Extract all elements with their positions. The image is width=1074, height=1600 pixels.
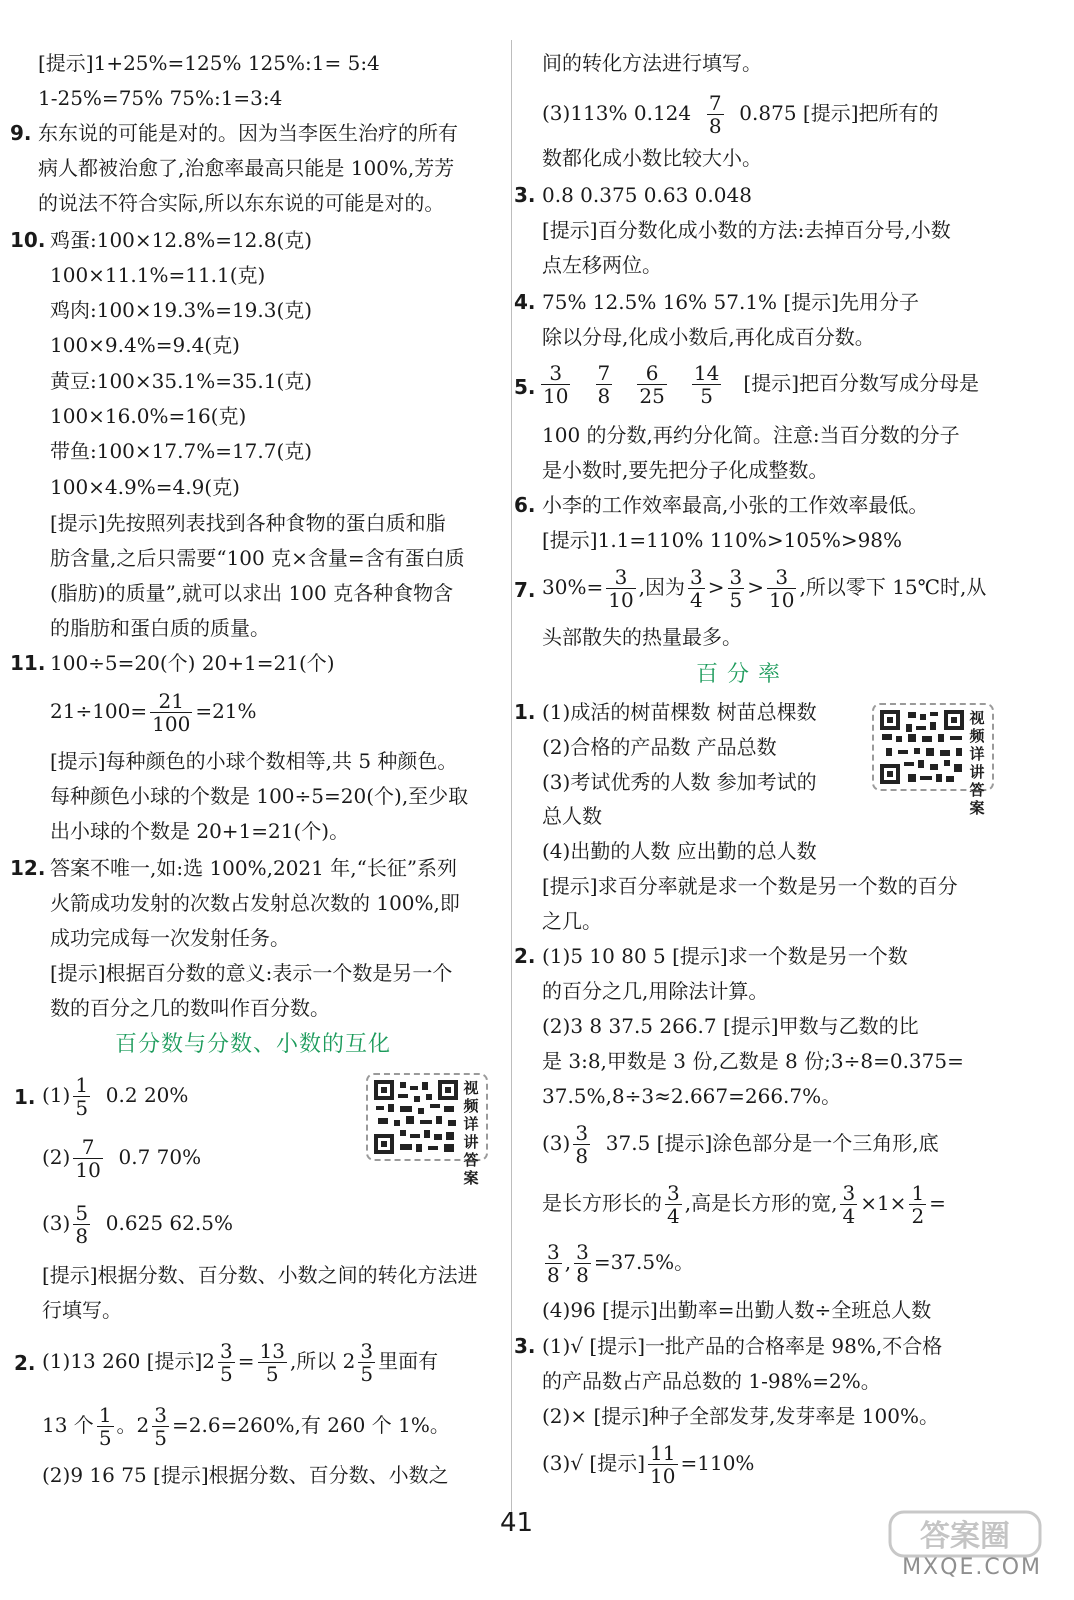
text-line: 病人都被治愈了,治愈率最高只能是 100%,芳芳 <box>38 156 455 180</box>
text-line: 75% 12.5% 16% 57.1% [提示]先用分子 <box>542 290 920 314</box>
text-line-with-fraction <box>42 1340 438 1385</box>
denominator: 5 <box>360 1362 374 1386</box>
fraction <box>692 362 721 407</box>
text: 37.5 [提示]涂色部分是一个三角形,底 <box>605 1131 939 1155</box>
numerator: 3 <box>842 1181 856 1205</box>
denominator: 4 <box>690 588 703 612</box>
text: =110% <box>680 1451 755 1475</box>
text: 是长方形长的 <box>542 1191 662 1215</box>
text-line: (1)成活的树苗棵数 树苗总棵数 <box>542 700 817 724</box>
text-line: 答案不唯一,如:选 100%,2021 年,“长征”系列 <box>50 856 458 880</box>
text: 0.875 [提示]把所有的 <box>739 101 939 125</box>
numerator: 3 <box>541 362 570 385</box>
text-line: 是小数时,要先把分子化成整数。 <box>542 458 829 482</box>
fraction <box>637 362 666 407</box>
text-line: 数的百分之几的数叫作百分数。 <box>50 996 330 1020</box>
text-line: [提示]求百分率就是求一个数是另一个数的百分 <box>542 874 958 898</box>
text-line: 1-25%=75% 75%:1=3:4 <box>38 86 283 110</box>
text: =2.6=260%,有 260 个 1%。 <box>172 1413 450 1437</box>
denominator: 4 <box>667 1204 680 1228</box>
text: (1)13 260 [提示]2 <box>42 1349 215 1373</box>
text: ,所以零下 15℃时,从 <box>799 575 987 599</box>
fraction <box>358 1340 375 1385</box>
text-line: 火箭成功发射的次数占发射总次数的 100%,即 <box>50 891 460 915</box>
text: 0.7 70% <box>118 1145 202 1169</box>
fraction <box>840 1182 857 1227</box>
denominator: 8 <box>708 114 722 138</box>
text-line: (脂肪)的质量”,就可以求出 100 克各种食物含 <box>50 581 454 605</box>
numerator: 3 <box>767 566 796 589</box>
fraction <box>152 1404 169 1449</box>
denominator: 5 <box>98 1426 112 1450</box>
question-number: 11. <box>10 651 46 675</box>
question-number: 2. <box>514 944 536 968</box>
page-number: 41 <box>500 1508 534 1538</box>
text-line: 之几。 <box>542 909 602 933</box>
fraction <box>150 690 192 735</box>
question-number: 4. <box>514 290 536 314</box>
text-line: 小李的工作效率最高,小张的工作效率最低。 <box>542 493 929 517</box>
numerator: 3 <box>667 1181 680 1205</box>
fraction <box>258 1340 287 1385</box>
denominator: 10 <box>650 1464 676 1488</box>
fraction <box>73 1074 90 1119</box>
qr-code[interactable] <box>366 1073 488 1187</box>
denominator: 5 <box>154 1426 168 1450</box>
denominator: 8 <box>576 1263 589 1287</box>
text-line: [提示]1+25%=125% 125%:1= 5:4 <box>38 51 380 75</box>
text-line: 行填写。 <box>42 1298 122 1322</box>
fraction <box>665 1182 682 1227</box>
text-line: [提示]根据分数、百分数、小数之间的转化方法进 <box>42 1263 478 1287</box>
question-number: 7. <box>514 578 536 602</box>
question-number: 2. <box>14 1351 36 1375</box>
text-line-with-fraction <box>542 1241 694 1286</box>
text-line: 每种颜色小球的个数是 100÷5=20(个),至少取 <box>50 784 469 808</box>
text-line-with-fraction <box>42 1404 450 1449</box>
fraction <box>728 566 745 611</box>
denominator: 5 <box>729 588 743 612</box>
text: 0.625 62.5% <box>105 1211 233 1235</box>
text: ×1× <box>860 1191 907 1215</box>
text-line-with-fraction <box>542 1442 754 1487</box>
numerator: 11 <box>650 1441 676 1465</box>
text-line: 头部散失的热量最多。 <box>542 625 742 649</box>
numerator: 13 <box>259 1339 285 1363</box>
text: (3)113% 0.124 <box>542 101 692 125</box>
numerator: 7 <box>73 1136 102 1159</box>
text-line: (1)√ [提示]一批产品的合格率是 98%,不合格 <box>542 1334 943 1358</box>
text: ,所以 2 <box>289 1349 356 1373</box>
fraction <box>73 1136 102 1181</box>
text-line-with-fraction <box>542 566 986 611</box>
text-line-with-fraction <box>42 1074 188 1119</box>
numerator: 3 <box>547 1240 560 1264</box>
fraction <box>541 362 570 407</box>
text: (1) <box>42 1083 71 1107</box>
text-line: 带鱼:100×17.7%=17.7(克) <box>50 439 313 463</box>
fraction <box>648 1442 677 1487</box>
text-line: 的说法不符合实际,所以东东说的可能是对的。 <box>38 191 445 215</box>
text-line: 间的转化方法进行填写。 <box>542 51 762 75</box>
fraction <box>574 1241 591 1286</box>
numerator: 3 <box>690 565 703 589</box>
numerator: 5 <box>75 1201 89 1225</box>
text-line: 0.8 0.375 0.63 0.048 <box>542 183 752 207</box>
text-line-with-fraction <box>538 362 979 407</box>
text: [提示]把百分数写成分母是 <box>743 371 980 395</box>
denominator: 5 <box>75 1096 89 1120</box>
numerator: 14 <box>693 361 720 385</box>
text-line: (2)× [提示]种子全部发芽,发芽率是 100%。 <box>542 1404 939 1428</box>
question-number: 9. <box>10 121 32 145</box>
text: 21÷100= <box>50 699 148 723</box>
denominator: 10 <box>769 588 795 612</box>
numerator: 1 <box>75 1073 89 1097</box>
question-number: 6. <box>514 493 536 517</box>
text: (3)√ [提示] <box>542 1451 646 1475</box>
denominator: 5 <box>220 1362 233 1386</box>
text: = <box>237 1349 255 1373</box>
text-line: 总人数 <box>542 804 602 828</box>
question-number: 1. <box>514 700 536 724</box>
text-line: (1)5 10 80 5 [提示]求一个数是另一个数 <box>542 944 908 968</box>
denominator: 5 <box>700 384 713 408</box>
fraction <box>909 1182 926 1227</box>
text-line: 37.5%,8÷3≈2.667=266.7%。 <box>542 1084 842 1108</box>
text-line: 100 的分数,再约分化简。注意:当百分数的分子 <box>542 423 960 447</box>
text: ,高是长方形的宽, <box>684 1191 838 1215</box>
text: (3) <box>542 1131 571 1155</box>
numerator: 3 <box>606 566 635 589</box>
numerator: 6 <box>637 362 666 385</box>
text-line: 100×9.4%=9.4(克) <box>50 333 240 357</box>
denominator: 25 <box>639 384 665 408</box>
qr-caption: 视频详讲答案 <box>969 709 985 817</box>
text: , <box>564 1250 572 1274</box>
text-line: 数都化成小数比较大小。 <box>542 146 762 170</box>
text: =21% <box>195 699 257 723</box>
text: 0.2 20% <box>105 1083 189 1107</box>
fraction <box>596 362 613 407</box>
denominator: 10 <box>608 588 634 612</box>
text-line: (2)合格的产品数 产品总数 <box>542 735 777 759</box>
text-line: 是 3:8,甲数是 3 份,乙数是 8 份;3÷8=0.375= <box>542 1049 964 1073</box>
text-line: (2)3 8 37.5 266.7 [提示]甲数与乙数的比 <box>542 1014 919 1038</box>
section-heading: 百 分 率 <box>696 662 781 687</box>
numerator: 3 <box>576 1240 589 1264</box>
text-line: 100×11.1%=11.1(克) <box>50 263 266 287</box>
numerator: 7 <box>708 91 722 115</box>
question-number: 10. <box>10 228 46 252</box>
question-number: 12. <box>10 856 46 880</box>
text-line-with-fraction <box>542 92 939 137</box>
denominator: 5 <box>265 1362 279 1386</box>
text: 30%= <box>542 575 604 599</box>
text-line: 成功完成每一次发射任务。 <box>50 926 290 950</box>
text: ,因为 <box>638 575 686 599</box>
text-line-with-fraction <box>542 1122 939 1167</box>
text-line: 除以分母,化成小数后,再化成百分数。 <box>542 325 875 349</box>
text-line: 黄豆:100×35.1%=35.1(克) <box>50 369 313 393</box>
text: > <box>707 575 725 599</box>
text-line: 东东说的可能是对的。因为当李医生治疗的所有 <box>38 121 458 145</box>
numerator: 3 <box>729 565 743 589</box>
fraction <box>545 1241 562 1286</box>
watermark-text: MXQE.COM <box>902 1555 1042 1580</box>
watermark-logo <box>850 1508 1060 1590</box>
denominator: 10 <box>75 1158 101 1182</box>
watermark-top: 答案圈 <box>920 1519 1010 1554</box>
fraction <box>606 566 635 611</box>
fraction <box>73 1202 90 1247</box>
text-line: 点左移两位。 <box>542 253 662 277</box>
text: 里面有 <box>378 1349 439 1373</box>
text-line: 的脂肪和蛋白质的质量。 <box>50 616 270 640</box>
text-line-with-fraction <box>542 1182 946 1227</box>
question-number: 3. <box>514 183 536 207</box>
denominator: 8 <box>75 1224 89 1248</box>
text-line: 鸡蛋:100×12.8%=12.8(克) <box>50 228 313 252</box>
question-number: 5. <box>514 375 536 399</box>
text-line: (4)出勤的人数 应出勤的总人数 <box>542 839 817 863</box>
column-divider <box>511 40 512 1520</box>
text: = <box>929 1191 946 1215</box>
qr-code-icon <box>880 710 964 784</box>
text: =37.5%。 <box>593 1250 695 1274</box>
qr-code-icon <box>374 1080 458 1154</box>
fraction <box>688 566 705 611</box>
denominator: 8 <box>597 384 611 408</box>
section-heading: 百分数与分数、小数的互化 <box>115 1032 392 1057</box>
text-line: 出小球的个数是 20+1=21(个)。 <box>50 819 350 843</box>
text-line: 肪含量,之后只需要“100 克×含量=含有蛋白质 <box>50 546 465 570</box>
fraction <box>97 1404 114 1449</box>
text-line: 100×4.9%=4.9(克) <box>50 475 240 499</box>
denominator: 8 <box>547 1263 560 1287</box>
text-line: [提示]先按照列表找到各种食物的蛋白质和脂 <box>50 511 446 535</box>
numerator: 3 <box>154 1403 168 1427</box>
question-number: 3. <box>514 1334 536 1358</box>
fraction <box>218 1340 235 1385</box>
text: 13 个 <box>42 1413 94 1437</box>
question-number: 1. <box>14 1085 36 1109</box>
text: (2) <box>42 1145 71 1169</box>
text-line-with-fraction <box>50 690 257 735</box>
fraction <box>707 92 724 137</box>
text-line: [提示]每种颜色的小球个数相等,共 5 种颜色。 <box>50 749 458 773</box>
numerator: 3 <box>360 1339 374 1363</box>
denominator: 8 <box>575 1144 589 1168</box>
text-line: [提示]百分数化成小数的方法:去掉百分号,小数 <box>542 218 951 242</box>
text: (3) <box>42 1211 71 1235</box>
numerator: 3 <box>575 1121 589 1145</box>
text-line: (4)96 [提示]出勤率=出勤人数÷全班总人数 <box>542 1298 932 1322</box>
numerator: 1 <box>911 1181 925 1205</box>
text-line: 的百分之几,用除法计算。 <box>542 979 769 1003</box>
text: 。2 <box>116 1413 150 1437</box>
text-line-with-fraction <box>42 1202 233 1247</box>
qr-code[interactable] <box>872 703 994 817</box>
denominator: 4 <box>842 1204 856 1228</box>
denominator: 2 <box>911 1204 925 1228</box>
numerator: 3 <box>220 1339 233 1363</box>
text: > <box>747 575 765 599</box>
numerator: 1 <box>98 1403 112 1427</box>
text-line: [提示]根据百分数的意义:表示一个数是另一个 <box>50 961 453 985</box>
text-line: 100÷5=20(个) 20+1=21(个) <box>50 651 335 675</box>
denominator: 10 <box>543 384 569 408</box>
text-line: (2)9 16 75 [提示]根据分数、百分数、小数之 <box>42 1463 449 1487</box>
numerator: 21 <box>150 690 192 713</box>
denominator: 100 <box>152 712 191 736</box>
text-line-with-fraction <box>42 1136 201 1181</box>
qr-caption: 视频详讲答案 <box>463 1079 479 1187</box>
fraction <box>573 1122 590 1167</box>
fraction <box>767 566 796 611</box>
text-line: 的产品数占产品总数的 1-98%=2%。 <box>542 1369 881 1393</box>
text-line: 100×16.0%=16(克) <box>50 404 247 428</box>
numerator: 7 <box>597 361 611 385</box>
text-line: (3)考试优秀的人数 参加考试的 <box>542 770 817 794</box>
text-line: 鸡肉:100×19.3%=19.3(克) <box>50 298 313 322</box>
text-line: [提示]1.1=110% 110%>105%>98% <box>542 528 903 552</box>
